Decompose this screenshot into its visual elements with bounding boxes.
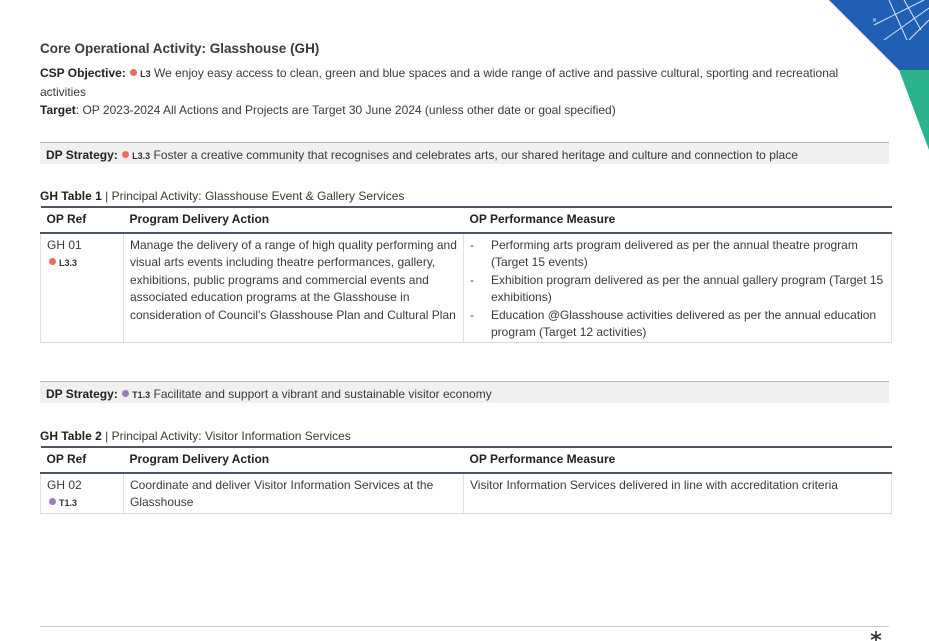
- table-row: [41, 473, 892, 514]
- op-ref-tag: L3.3: [59, 258, 78, 268]
- list-item: - Education @Glasshouse activities delivered as per the annual education program (Target 12 activities): [470, 307, 885, 342]
- dp-strategy-tag: L3.3: [132, 151, 151, 161]
- table-caption-title: GH Table 2: [40, 429, 102, 443]
- table-caption-subtitle: | Principal Activity: Glasshouse Event & Gallery Services: [101, 189, 405, 203]
- dp-strategy-banner: [40, 381, 889, 403]
- table-header-row: [41, 207, 892, 233]
- svg-text:×: ×: [872, 17, 878, 24]
- col-header-performance-measure: OP Performance Measure: [464, 207, 892, 233]
- gh-table-2: [40, 446, 892, 514]
- performance-measure-cell: [464, 233, 892, 343]
- op-ref: GH 02: [47, 477, 82, 492]
- l-dot-icon: [122, 151, 129, 158]
- measure-list: [470, 237, 885, 342]
- dp-strategy-tag: T1.3: [132, 390, 151, 400]
- dp-strategy-text: Foster a creative community that recognises and celebrates arts, our shared heritage and culture and connection to place: [153, 148, 798, 162]
- op-ref: GH 01: [47, 237, 82, 252]
- dp-strategy-label: DP Strategy:: [46, 148, 118, 162]
- col-header-performance-measure: OP Performance Measure: [464, 447, 892, 473]
- dp-strategy-banner: [40, 142, 889, 164]
- op-ref-cell: [41, 233, 124, 343]
- csp-objective-text: We enjoy easy access to clean, green and blue spaces and a wide range of active and passive cultural, sporting and recreational activities: [40, 66, 839, 99]
- t-dot-icon: [122, 390, 129, 397]
- target-statement: [40, 102, 840, 120]
- dp-strategy-text: Facilitate and support a vibrant and sustainable visitor economy: [153, 387, 492, 401]
- col-header-program-action: Program Delivery Action: [124, 447, 464, 473]
- list-item: - Performing arts program delivered as per the annual theatre program (Target 15 events): [470, 237, 885, 272]
- op-ref-cell: [41, 473, 124, 514]
- table-caption: [40, 429, 351, 443]
- logo-mark-icon: [869, 630, 883, 641]
- csp-objective: [40, 65, 840, 101]
- table-caption-subtitle: | Principal Activity: Visitor Information Services: [101, 429, 351, 443]
- program-action-cell: Manage the delivery of a range of high quality performing and visual arts events including theatre performances, gallery, exhibitions, public programs and commercial events and associated education programs at the Glasshouse in consideration of Council's Glasshouse Plan and Cultural Plan: [124, 233, 464, 343]
- table-row: [41, 233, 892, 343]
- csp-objective-label: CSP Objective:: [40, 66, 126, 80]
- target-label: Target: [40, 103, 76, 117]
- l-dot-icon: [130, 69, 137, 76]
- col-header-op-ref: OP Ref: [41, 447, 124, 473]
- table-caption: [40, 189, 404, 203]
- dp-strategy-label: DP Strategy:: [46, 387, 118, 401]
- corner-decoration: [829, 0, 929, 160]
- performance-measure-cell: Visitor Information Services delivered in line with accreditation criteria: [464, 473, 892, 514]
- col-header-op-ref: OP Ref: [41, 207, 124, 233]
- target-text: : OP 2023-2024 All Actions and Projects are Target 30 June 2024 (unless other date or goal specified): [75, 103, 616, 117]
- col-header-program-action: Program Delivery Action: [124, 207, 464, 233]
- table-header-row: [41, 447, 892, 473]
- l-dot-icon: [49, 258, 56, 265]
- table-caption-title: GH Table 1: [40, 189, 102, 203]
- footer-divider: [40, 626, 889, 627]
- op-ref-tag: T1.3: [59, 498, 78, 508]
- csp-objective-tag: L3: [140, 69, 151, 79]
- page-title: Core Operational Activity: Glasshouse (GH): [40, 41, 320, 56]
- t-dot-icon: [49, 498, 56, 505]
- program-action-cell: Coordinate and deliver Visitor Information Services at the Glasshouse: [124, 473, 464, 514]
- gh-table-1: [40, 206, 892, 343]
- list-item: - Exhibition program delivered as per the annual gallery program (Target 15 exhibitions): [470, 272, 885, 307]
